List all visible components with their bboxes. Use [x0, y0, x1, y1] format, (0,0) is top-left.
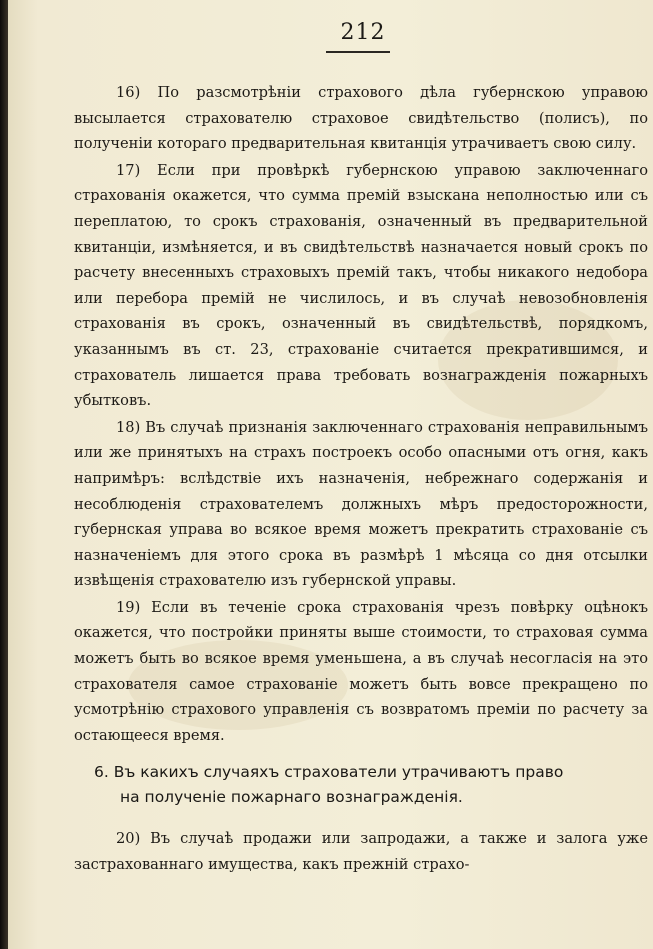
section-heading [74, 760, 646, 810]
header-rule [326, 51, 390, 53]
body-text [74, 80, 648, 749]
paragraph-20: 20) Въ случаѣ продажи или запродажи, а также и залога уже застрахованнаго имущества, какъ прежній страхо- [74, 830, 648, 873]
page-number: 212 [340, 20, 386, 45]
book-page [8, 0, 653, 949]
page-header [8, 20, 653, 45]
paragraph-16: 16) По разсмотрѣніи страхового дѣла губернскою управою высылается страхователю страховое свидѣтельство (полисъ), по полученіи котораго предварительная квитанція утрачиваетъ свою силу. [74, 84, 648, 153]
paragraph-19: 19) Если въ теченіе срока страхованія чрезъ повѣрку оцѣнокъ окажется, что постройки приняты выше стоимости, то страховая сумма можетъ быть во всякое время уменьшена, а въ случаѣ несогласія на это страхователя самое страхованіе можетъ быть вовсе прекращено по усмотрѣнію страхового управленія съ возвратомъ преміи по расчету за остающееся время. [74, 598, 648, 744]
paragraph-18: 18) Въ случаѣ признанія заключеннаго страхованія неправильнымъ или же принятыхъ на страхъ построекъ особо опасными отъ огня, какъ напримѣръ: вслѣдствіе ихъ назначенія, небрежнаго содержанія и несоблюденія страхователемъ должныхъ мѣръ предосторожности, губернская управа во всякое время можетъ прекратить страхованіе съ назначеніемъ для этого срока въ размѣрѣ 1 мѣсяца со дня отсылки извѣщенія страхователю изъ губернской управы. [74, 418, 648, 590]
section-heading-line-1: 6. Въ какихъ случаяхъ страхователи утрачиваютъ право [94, 763, 564, 781]
book-spine-shadow [0, 0, 8, 949]
section-heading-line-2: на полученіе пожарнаго вознагражденія. [120, 788, 463, 806]
paragraph-17: 17) Если при провѣркѣ губернскою управою заключеннаго страхованія окажется, что сумма премій взыскана неполностью или съ переплатою, то срокъ страхованія, означенный въ предварительной квитанціи, измѣняется, и въ свидѣтельствѣ назначается новый срокъ по расчету внесенныхъ страховыхъ премій такъ, чтобы никакого недобора или перебора премій не числилось, и въ случаѣ невозобновленія страхованія въ срокъ, означенный въ свидѣтельствѣ, порядкомъ, указаннымъ въ ст. 23, страхованіе считается прекратившимся, и страхователь лишается права требовать вознагражденія пожарныхъ убытковъ. [74, 161, 648, 410]
